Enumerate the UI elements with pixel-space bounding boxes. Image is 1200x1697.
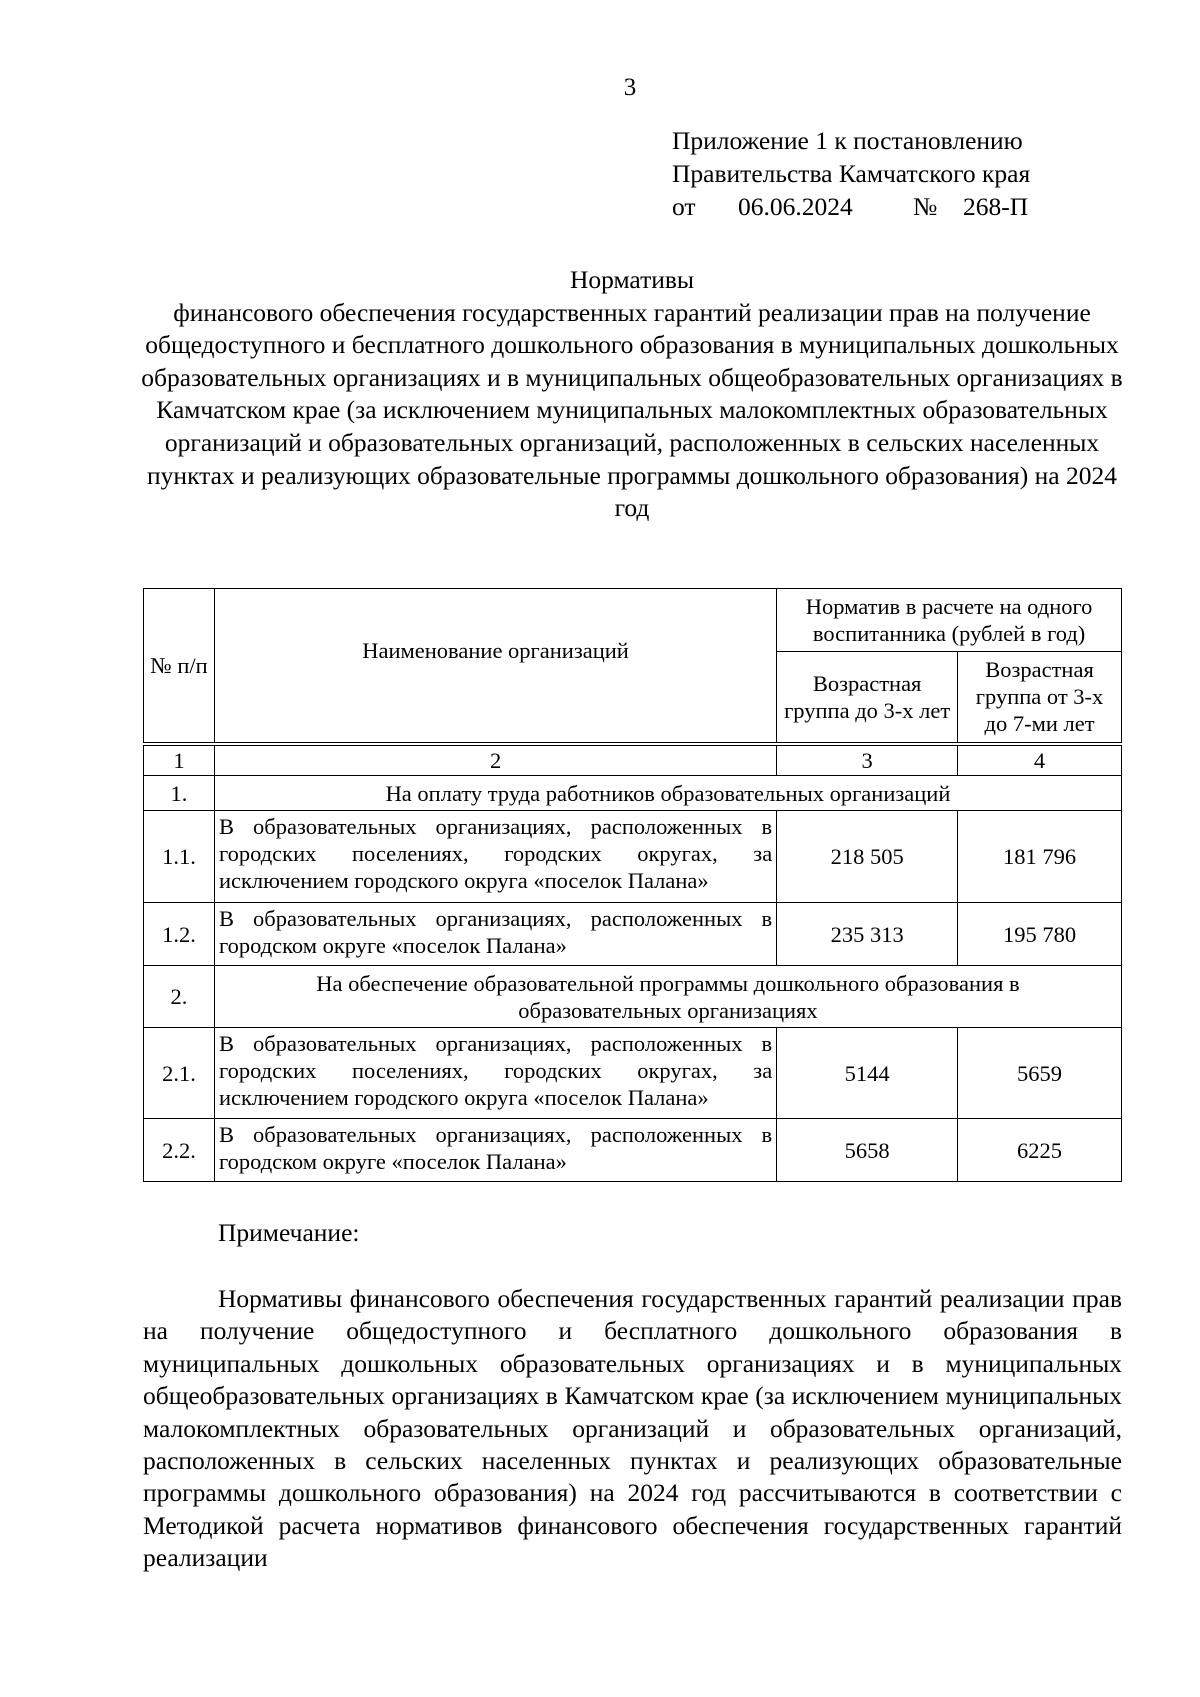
section-row bbox=[144, 966, 1122, 1028]
norms-table bbox=[143, 588, 1122, 1182]
decree-number: 268-П bbox=[963, 192, 1029, 221]
row-name: В образовательных организациях, расположенных в городском округе «поселок Палана» bbox=[214, 1119, 776, 1182]
row-value-group-2: 181 796 bbox=[958, 811, 1122, 903]
from-label: от bbox=[672, 192, 696, 221]
section-title: На оплату труда работников образовательных организаций bbox=[214, 776, 1121, 811]
row-value-group-1: 5658 bbox=[777, 1119, 958, 1182]
header-group-2: Возрастная группа от 3-х до 7-ми лет bbox=[958, 652, 1122, 744]
row-num: 1.1. bbox=[144, 811, 215, 903]
table-row bbox=[144, 1119, 1122, 1182]
section-num: 2. bbox=[144, 966, 215, 1028]
decree-date: 06.06.2024 bbox=[738, 192, 853, 221]
table-row bbox=[144, 1028, 1122, 1119]
header-name: Наименование организаций bbox=[214, 589, 776, 744]
col-number: 3 bbox=[777, 744, 958, 776]
note-label: Примечание: bbox=[218, 1218, 360, 1247]
header-group-1: Возрастная группа до 3-х лет bbox=[777, 652, 958, 744]
row-value-group-2: 6225 bbox=[958, 1119, 1122, 1182]
row-num: 2.1. bbox=[144, 1028, 215, 1119]
table-row bbox=[144, 903, 1122, 966]
approval-line-2: Правительства Камчатского края bbox=[672, 159, 1031, 188]
row-name: В образовательных организациях, расположенных в городских поселениях, городских округах, за исключением городского округа «поселок Палана» bbox=[214, 1028, 776, 1119]
approval-line-1: Приложение 1 к постановлению bbox=[672, 126, 1023, 155]
approval-block bbox=[672, 124, 1030, 223]
title-heading: Нормативы bbox=[569, 265, 695, 294]
header-norm: Норматив в расчете на одного воспитанника (рублей в год) bbox=[777, 589, 1122, 652]
row-num: 2.2. bbox=[144, 1119, 215, 1182]
approval-date-row bbox=[672, 190, 1030, 223]
row-name: В образовательных организациях, расположенных в городском округе «поселок Палана» bbox=[214, 903, 776, 966]
table-row bbox=[144, 811, 1122, 903]
row-num: 1.2. bbox=[144, 903, 215, 966]
col-number: 1 bbox=[144, 744, 215, 776]
number-label: № bbox=[913, 192, 938, 221]
row-name: В образовательных организациях, расположенных в городских поселениях, городских округах, за исключением городского округа «поселок Палана» bbox=[214, 811, 776, 903]
section-title: На обеспечение образовательной программы дошкольного образования в образовательных организациях bbox=[214, 966, 1121, 1028]
col-number: 4 bbox=[958, 744, 1122, 776]
row-value-group-1: 5144 bbox=[777, 1028, 958, 1119]
row-value-group-1: 218 505 bbox=[777, 811, 958, 903]
document-title bbox=[130, 264, 1134, 525]
col-number: 2 bbox=[214, 744, 776, 776]
row-value-group-1: 235 313 bbox=[777, 903, 958, 966]
header-num: № п/п bbox=[144, 589, 215, 744]
page-number: 3 bbox=[623, 74, 637, 101]
title-subtitle: финансового обеспечения государственных гарантий реализации прав на получение общедоступного и бесплатного дошкольного образования в муниципальных дошкольных образовательных организациях и в муниципальных общеобразовательных организациях в Камчатском крае (за исключением муниципальных малокомплектных образовательных организаций и образовательных организаций, расположенных в сельских населенных пунктах и реализующих образовательные программы дошкольного образования) на 2024 год bbox=[141, 297, 1123, 523]
section-row bbox=[144, 776, 1122, 811]
row-value-group-2: 5659 bbox=[958, 1028, 1122, 1119]
note-paragraph: Нормативы финансового обеспечения государственных гарантий реализации прав на получение общедоступного и бесплатного дошкольного образования в муниципальных дошкольных образовательных организациях и в муниципальных общеобразовательных организациях в Камчатском крае (за исключением муниципальных малокомплектных образовательных организаций и образовательных организаций, расположенных в сельских населенных пунктах и реализующих образовательные программы дошкольного образования) на 2024 год рассчитываются в соответствии с Методикой расчета нормативов финансового обеспечения государственных гарантий реализации bbox=[143, 1284, 1122, 1573]
section-num: 1. bbox=[144, 776, 215, 811]
row-value-group-2: 195 780 bbox=[958, 903, 1122, 966]
